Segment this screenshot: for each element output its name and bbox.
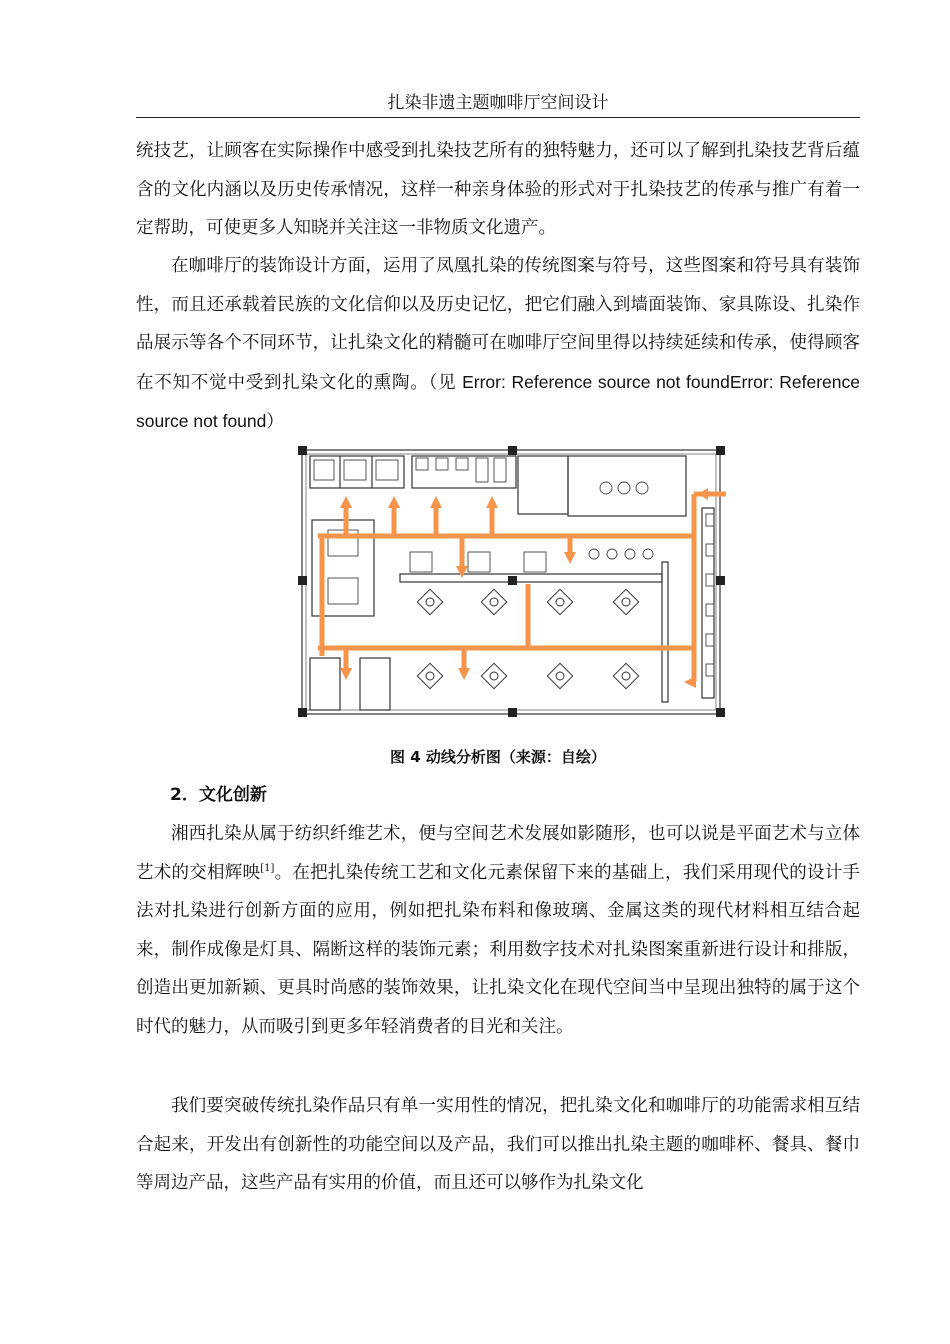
page-header: 扎染非遗主题咖啡厅空间设计 <box>136 88 860 118</box>
citation-1[interactable]: [1] <box>260 862 275 874</box>
section-heading: 2．文化创新 <box>170 785 267 805</box>
paragraph-2: 在咖啡厅的装饰设计方面，运用了凤凰扎染的传统图案与符号，这些图案和符号具有装饰性，而且还承载着民族的文化信仰以及历史记忆，把它们融入到墙面装饰、家具陈设、扎染作品展示等各个不同环节，让扎染文化的精髓可在咖啡厅空间里得以持续延续和传承，使得顾客在不知不觉中受到扎染文化的熏陶。（见 Error: Reference source not foundError: Reference source not found） <box>136 256 860 432</box>
circulation-arrows <box>318 494 726 682</box>
reference-error: Error: Reference source not foundError: Reference source not found <box>136 371 860 431</box>
paragraph-3: 湘西扎染从属于纺织纤维艺术，便与空间艺术发展如影随形，也可以说是平面艺术与立体艺术的交相辉映[1]。在把扎染传统工艺和文化元素保留下来的基础上，我们采用现代的设计手法对扎染进行创新方面的应用，例如把扎染布料和像玻璃、金属这类的现代材料相互结合起来，制作成像是灯具、隔断这样的装饰元素；利用数字技术对扎染图案重新进行设计和排版，创造出更加新颖、更具时尚感的装饰效果，让扎染文化在现代空间当中呈现出独特的属于这个时代的魅力，从而吸引到更多年轻消费者的目光和关注。 <box>136 824 861 1037</box>
figure-caption: 图 4 动线分析图（来源：自绘） <box>390 748 606 766</box>
circulation-floor-plan <box>298 444 726 720</box>
paragraph-1: 统技艺，让顾客在实际操作中感受到扎染技艺所有的独特魅力，还可以了解到扎染技艺背后蕴含的文化内涵以及历史传承情况，这样一种亲身体验的形式对于扎染技艺的传承与推广有着一定帮助，可使更多人知晓并关注这一非物质文化遗产。 <box>136 141 860 238</box>
paragraph-4: 我们要突破传统扎染作品只有单一实用性的情况，把扎染文化和咖啡厅的功能需求相互结合起来，开发出有创新性的功能空间以及产品，我们可以推出扎染主题的咖啡杯、餐具、餐巾等周边产品，这些产品有实用的价值，而且还可以够作为扎染文化 <box>136 1096 860 1193</box>
